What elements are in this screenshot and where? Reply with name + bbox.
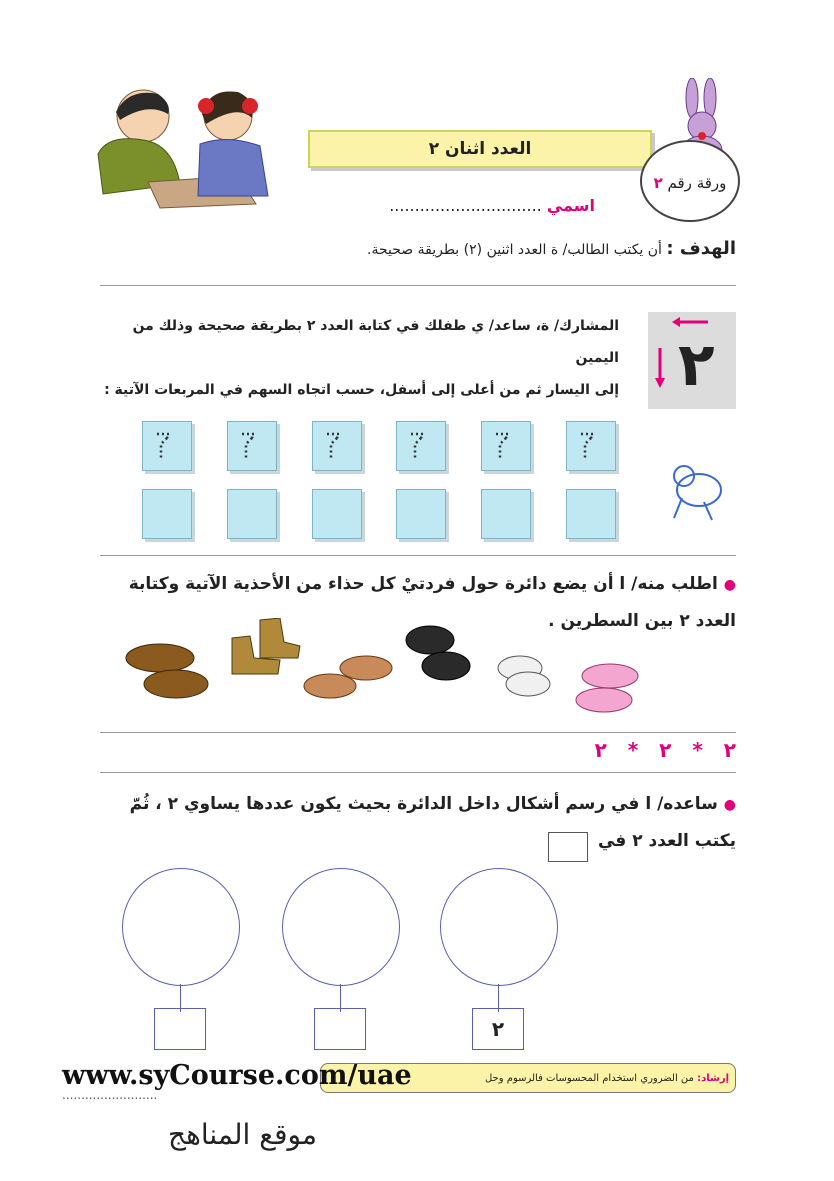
site-name: موقع المناهج xyxy=(168,1118,317,1151)
shoes-line-1: اطلب منه/ ا أن يضع دائرة حول فردتيْ كل حذاء من الأحذية الآتية وكتابة xyxy=(128,574,718,594)
draw-line-1: ساعده/ ا في رسم أشكال داخل الدائرة بحيث يكون عددها يساوي ٢ ، ثُمّ xyxy=(129,794,718,814)
stars-row: ٢ * ٢ * ٢ xyxy=(594,738,736,762)
digit-stroke-guide xyxy=(648,312,736,409)
hint-text: من الضروري استخدام المحسوسات فالرسوم وحل xyxy=(484,1073,694,1084)
writing-square[interactable] xyxy=(566,489,616,539)
rabbit-sketch-illustration xyxy=(664,458,734,528)
instruction-line-1: المشارك/ ة، ساعد/ ي طفلك في كتابة العدد ٢ بطريقة صحيحة وذلك من اليمين xyxy=(132,318,619,366)
goal-line xyxy=(96,238,736,259)
tracing-square[interactable] xyxy=(566,421,616,471)
sheet-number: ٢ xyxy=(653,174,663,192)
watermark-url: www.syCourse.com/uae xyxy=(62,1060,412,1091)
draw-instruction xyxy=(96,786,736,859)
writing-square[interactable] xyxy=(142,489,192,539)
answer-box[interactable] xyxy=(548,832,588,862)
goal-text: أن يكتب الطالب/ ة العدد اثنين (٢) بطريقة صحيحة. xyxy=(367,242,662,258)
tracing-square[interactable] xyxy=(396,421,446,471)
sheet-label: ورقة رقم xyxy=(667,174,727,192)
count-box[interactable]: ٢ xyxy=(472,1008,524,1050)
name-dots: .............................. xyxy=(389,196,542,215)
tracing-square[interactable] xyxy=(142,421,192,471)
count-box[interactable] xyxy=(154,1008,206,1050)
count-box[interactable] xyxy=(314,1008,366,1050)
drawing-circle[interactable] xyxy=(282,868,400,986)
divider xyxy=(100,555,736,556)
drawing-circle[interactable] xyxy=(122,868,240,986)
children-illustration xyxy=(88,84,293,214)
hint-label: إرشاد: xyxy=(697,1073,729,1084)
divider xyxy=(100,732,736,733)
worksheet-title: العدد اثنان ٢ xyxy=(308,130,652,168)
writing-square[interactable] xyxy=(481,489,531,539)
shoes-line-2: العدد ٢ بين السطرين . xyxy=(548,611,736,631)
divider xyxy=(100,772,736,773)
bullet-icon: ● xyxy=(723,797,736,813)
tracing-square[interactable] xyxy=(481,421,531,471)
writing-square[interactable] xyxy=(396,489,446,539)
guide-digit: ٢ xyxy=(678,330,715,400)
drawing-circle[interactable] xyxy=(440,868,558,986)
shoes-illustration xyxy=(120,618,660,718)
writing-square[interactable] xyxy=(312,489,362,539)
writing-square[interactable] xyxy=(227,489,277,539)
tracing-square[interactable] xyxy=(312,421,362,471)
instruction-line-2: إلى اليسار ثم من أعلى إلى أسفل، حسب اتجاه السهم في المربعات الآتية : xyxy=(104,382,619,398)
bullet-icon: ● xyxy=(723,577,736,593)
goal-label: الهدف : xyxy=(666,238,736,259)
name-field[interactable] xyxy=(365,196,595,215)
name-label: اسمي xyxy=(546,196,595,215)
footer-dots: ......................... xyxy=(62,1088,158,1102)
draw-line-2: يكتب العدد ٢ في xyxy=(597,831,736,851)
sheet-number-badge xyxy=(640,140,740,222)
divider xyxy=(100,285,736,286)
tracing-square[interactable] xyxy=(227,421,277,471)
writing-instruction xyxy=(99,310,619,406)
